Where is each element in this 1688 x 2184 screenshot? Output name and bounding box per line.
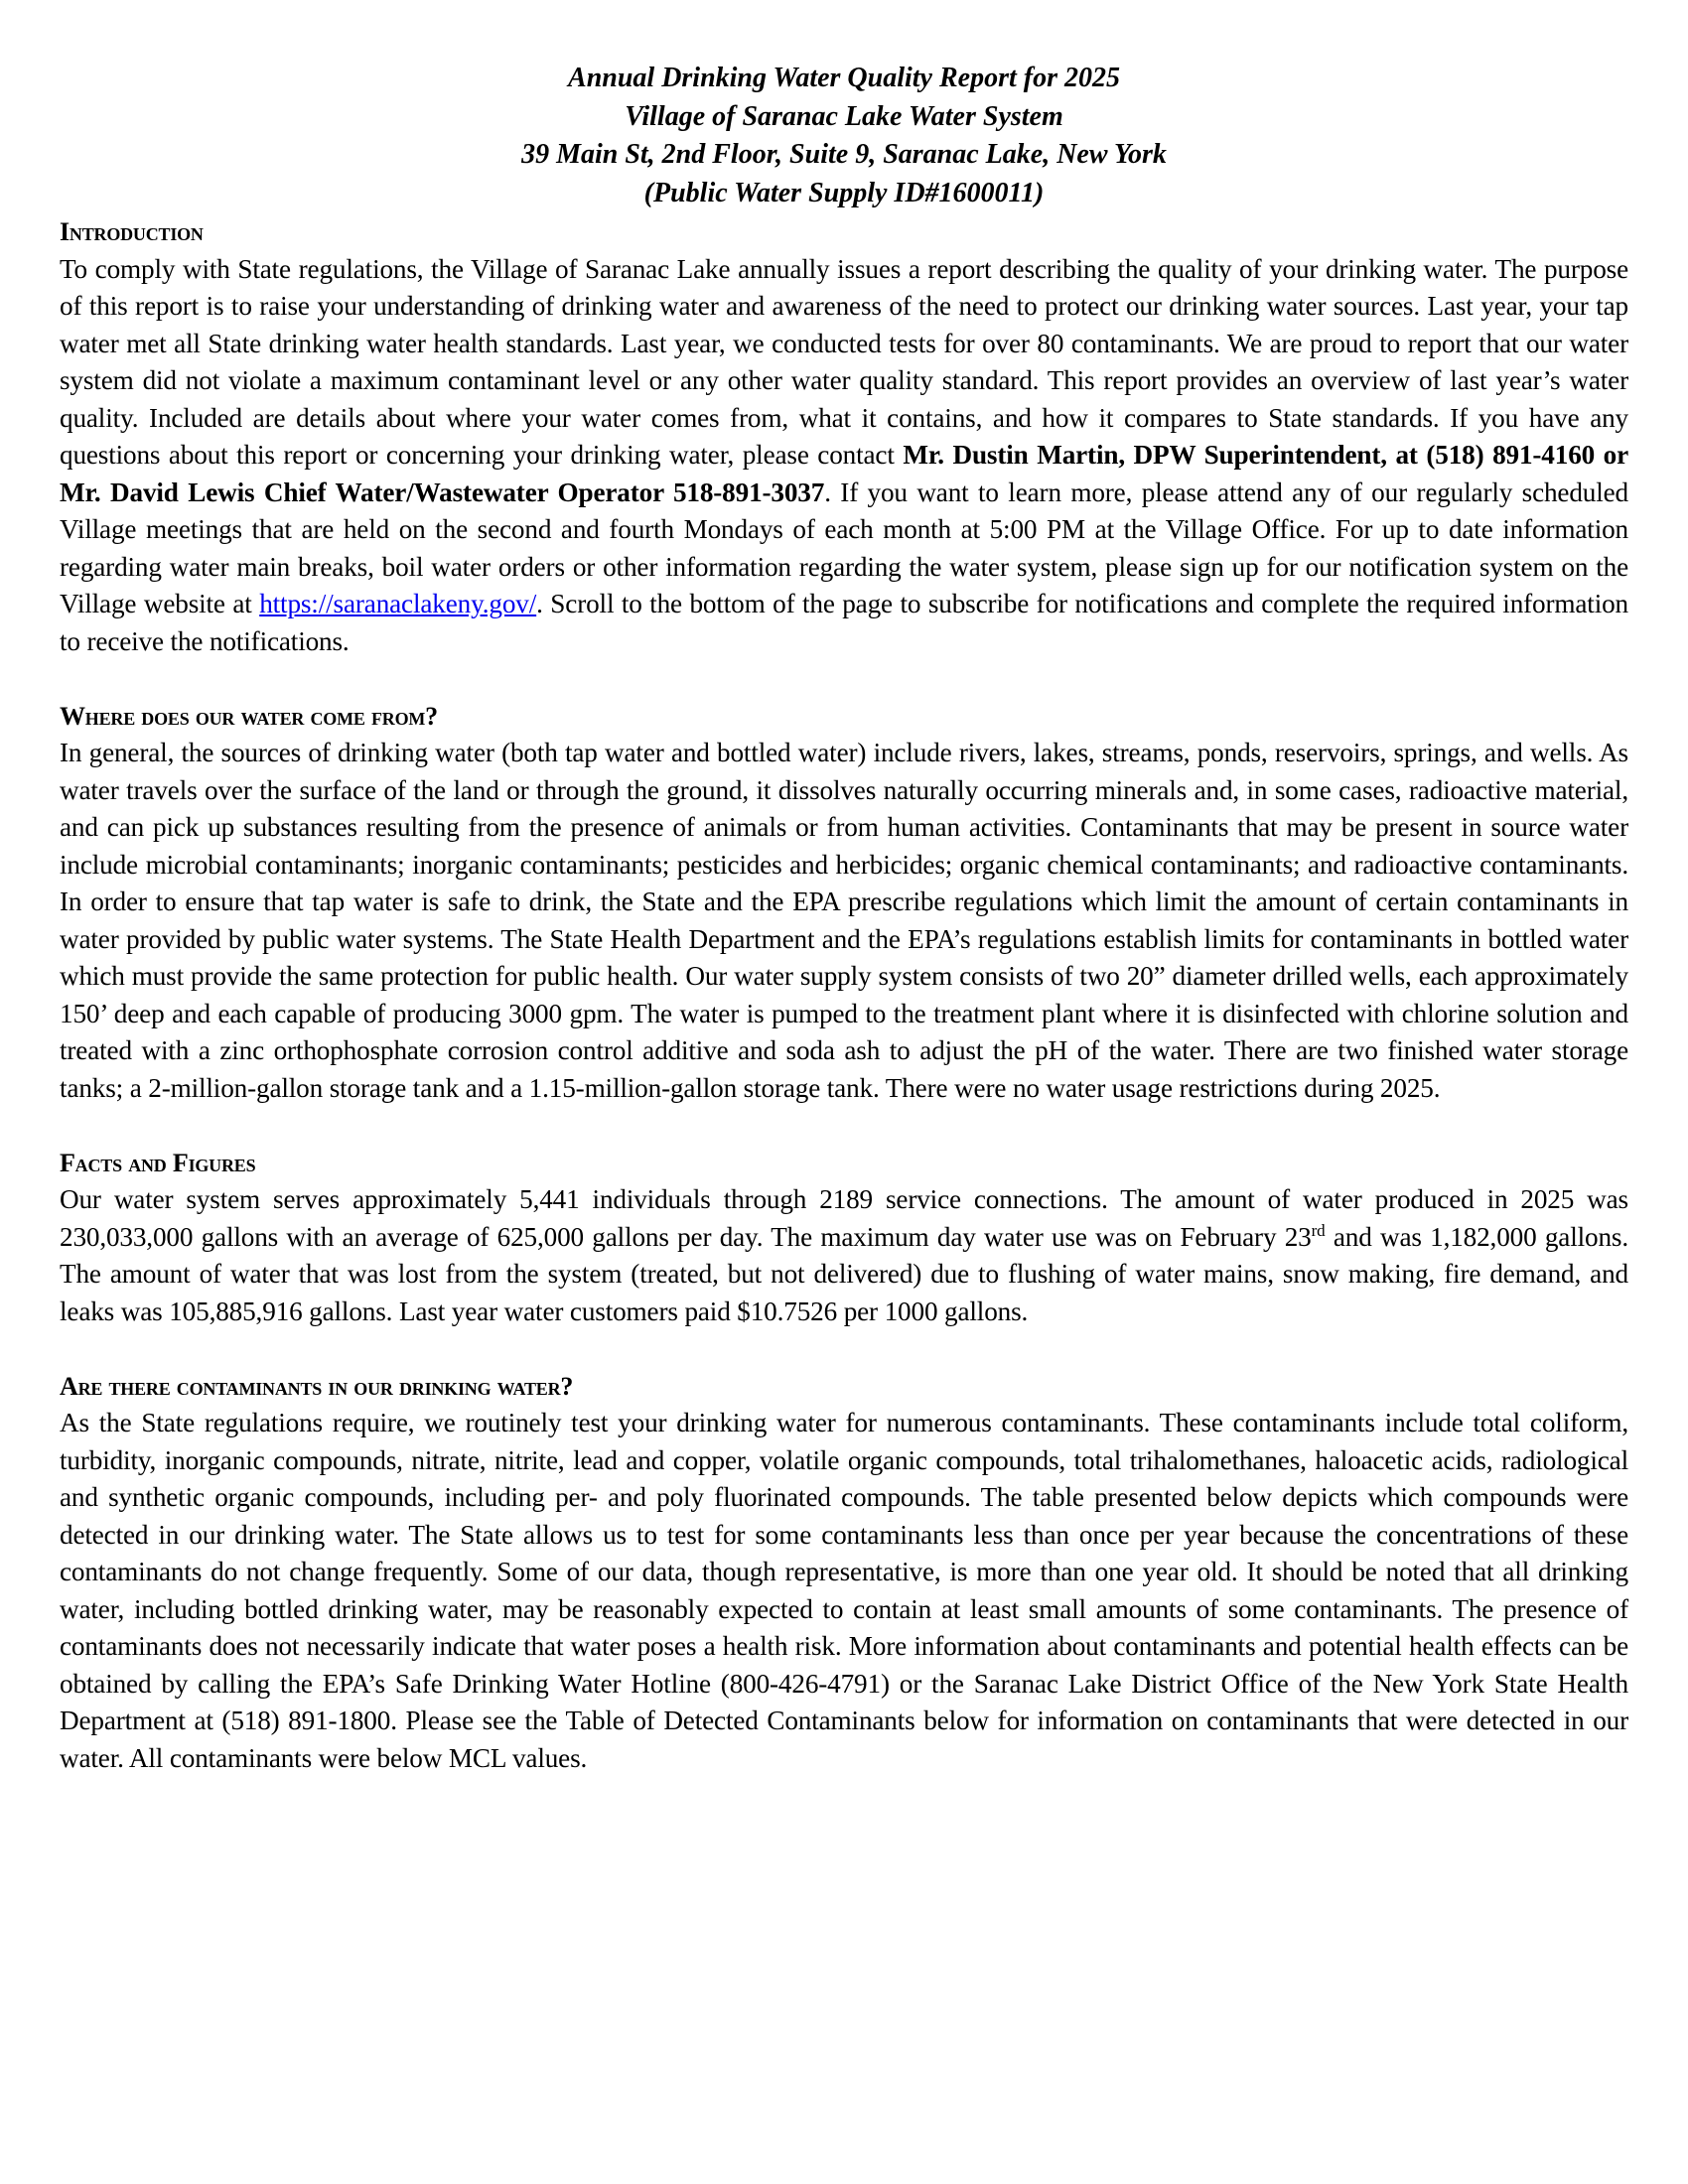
section-heading-contaminants: Are there contaminants in our drinking water?: [60, 1371, 574, 1401]
section-heading-introduction: Introduction: [60, 217, 204, 246]
facts-text-2: and was 1,182,000 gallons. The amount of water that was lost from the system (treated, but not delivered) due to flushing of water mains, snow making, fire demand, and leaks was 105,885,916 gallons. Last year water customers paid $10.7526 per 1000 gallons.: [60, 1221, 1628, 1326]
system-address: 39 Main St, 2nd Floor, Suite 9, Saranac Lake, New York: [521, 139, 1167, 170]
section-spacer: [60, 1107, 1628, 1145]
section-spacer: [60, 660, 1628, 698]
report-header: [60, 60, 1628, 212]
supply-id: (Public Water Supply ID#1600011): [643, 177, 1045, 208]
facts-figures-paragraph: [60, 1181, 1628, 1330]
introduction-text-1: To comply with State regulations, the Village of Saranac Lake annually issues a report describing the quality of your drinking water. The purpose of this report is to raise your understanding of drinking water and awareness of the need to protect our drinking water sources. Last year, your tap water met all State drinking water health standards. Last year, we conducted tests for over 80 contaminants. We are proud to report that our water system did not violate a maximum contaminant level or any other water quality standard. This report provides an overview of last year’s water quality. Included are details about where your water comes from, what it contains, and how it compares to State standards. If you have any questions about this report or concerning your drinking water, please contact: [60, 253, 1628, 470]
village-website-link[interactable]: https://saranaclakeny.gov/: [259, 589, 537, 618]
report-title: Annual Drinking Water Quality Report for 2025: [568, 63, 1120, 93]
introduction-text-2: . If you want to learn more, please attend any of our regularly scheduled Village meetings that are held on the second and fourth Mondays of each month at 5:00 PM at the Village Office. For up to date information regarding water main breaks, boil water orders or other information regarding the water system, please sign up for our notification system on the Village website at: [60, 477, 1628, 618]
contact-info: Mr. Dustin Martin, DPW Superintendent, at (518) 891-4160 or Mr. David Lewis Chief Water/Wastewater Operator 518-891-3037: [60, 440, 1629, 507]
section-contaminants: [60, 1368, 1628, 1778]
contaminants-paragraph: As the State regulations require, we routinely test your drinking water for numerous contaminants. These contaminants include total coliform, turbidity, inorganic compounds, nitrate, nitrite, lead and copper, volatile organic compounds, total trihalomethanes, haloacetic acids, radiological and synthetic organic compounds, including per- and poly fluorinated compounds. The table presented below depicts which compounds were detected in our drinking water. The State allows us to test for some contaminants less than once per year because the concentrations of these contaminants do not change frequently. Some of our data, though representative, is more than one year old. It should be noted that all drinking water, including bottled drinking water, may be reasonably expected to contain at least small amounts of some contaminants. The presence of contaminants does not necessarily indicate that water poses a health risk. More information about contaminants and potential health effects can be obtained by calling the EPA’s Safe Drinking Water Hotline (800-426-4791) or the Saranac Lake District Office of the New York State Health Department at (518) 891-1800. Please see the Table of Detected Contaminants below for information on contaminants that were detected in our water. All contaminants were below MCL values.: [60, 1408, 1628, 1773]
section-water-source: [60, 698, 1628, 1108]
section-facts-figures: [60, 1145, 1628, 1331]
introduction-text-3: . Scroll to the bottom of the page to subscribe for notifications and complete the required information to receive the notifications.: [60, 589, 1629, 656]
introduction-paragraph: [60, 251, 1628, 661]
section-heading-facts-figures: Facts and Figures: [60, 1148, 256, 1177]
document-page: [60, 60, 1628, 1777]
ordinal-superscript: rd: [1311, 1220, 1326, 1240]
facts-text-1: Our water system serves approximately 5,441 individuals through 2189 service connections. The amount of water produced in 2025 was 230,033,000 gallons with an average of 625,000 gallons per day. The maximum day water use was on February 23: [60, 1184, 1628, 1252]
section-spacer: [60, 1330, 1628, 1368]
section-introduction: [60, 213, 1628, 660]
section-heading-water-source: Where does our water come from?: [60, 701, 438, 731]
water-source-paragraph: In general, the sources of drinking water (both tap water and bottled water) include rivers, lakes, streams, ponds, reservoirs, springs, and wells. As water travels over the surface of the land or through the ground, it dissolves naturally occurring minerals and, in some cases, radioactive material, and can pick up substances resulting from the presence of animals or from human activities. Contaminants that may be present in source water include microbial contaminants; inorganic contaminants; pesticides and herbicides; organic chemical contaminants; and radioactive contaminants. In order to ensure that tap water is safe to drink, the State and the EPA prescribe regulations which limit the amount of certain contaminants in water provided by public water systems. The State Health Department and the EPA’s regulations establish limits for contaminants in bottled water which must provide the same protection for public health. Our water supply system consists of two 20” diameter drilled wells, each approximately 150’ deep and each capable of producing 3000 gpm. The water is pumped to the treatment plant where it is disinfected with chlorine solution and treated with a zinc orthophosphate corrosion control additive and soda ash to adjust the pH of the water. There are two finished water storage tanks; a 2-million-gallon storage tank and a 1.15-million-gallon storage tank. There were no water usage restrictions during 2025.: [60, 738, 1628, 1103]
system-name: Village of Saranac Lake Water System: [625, 100, 1063, 132]
